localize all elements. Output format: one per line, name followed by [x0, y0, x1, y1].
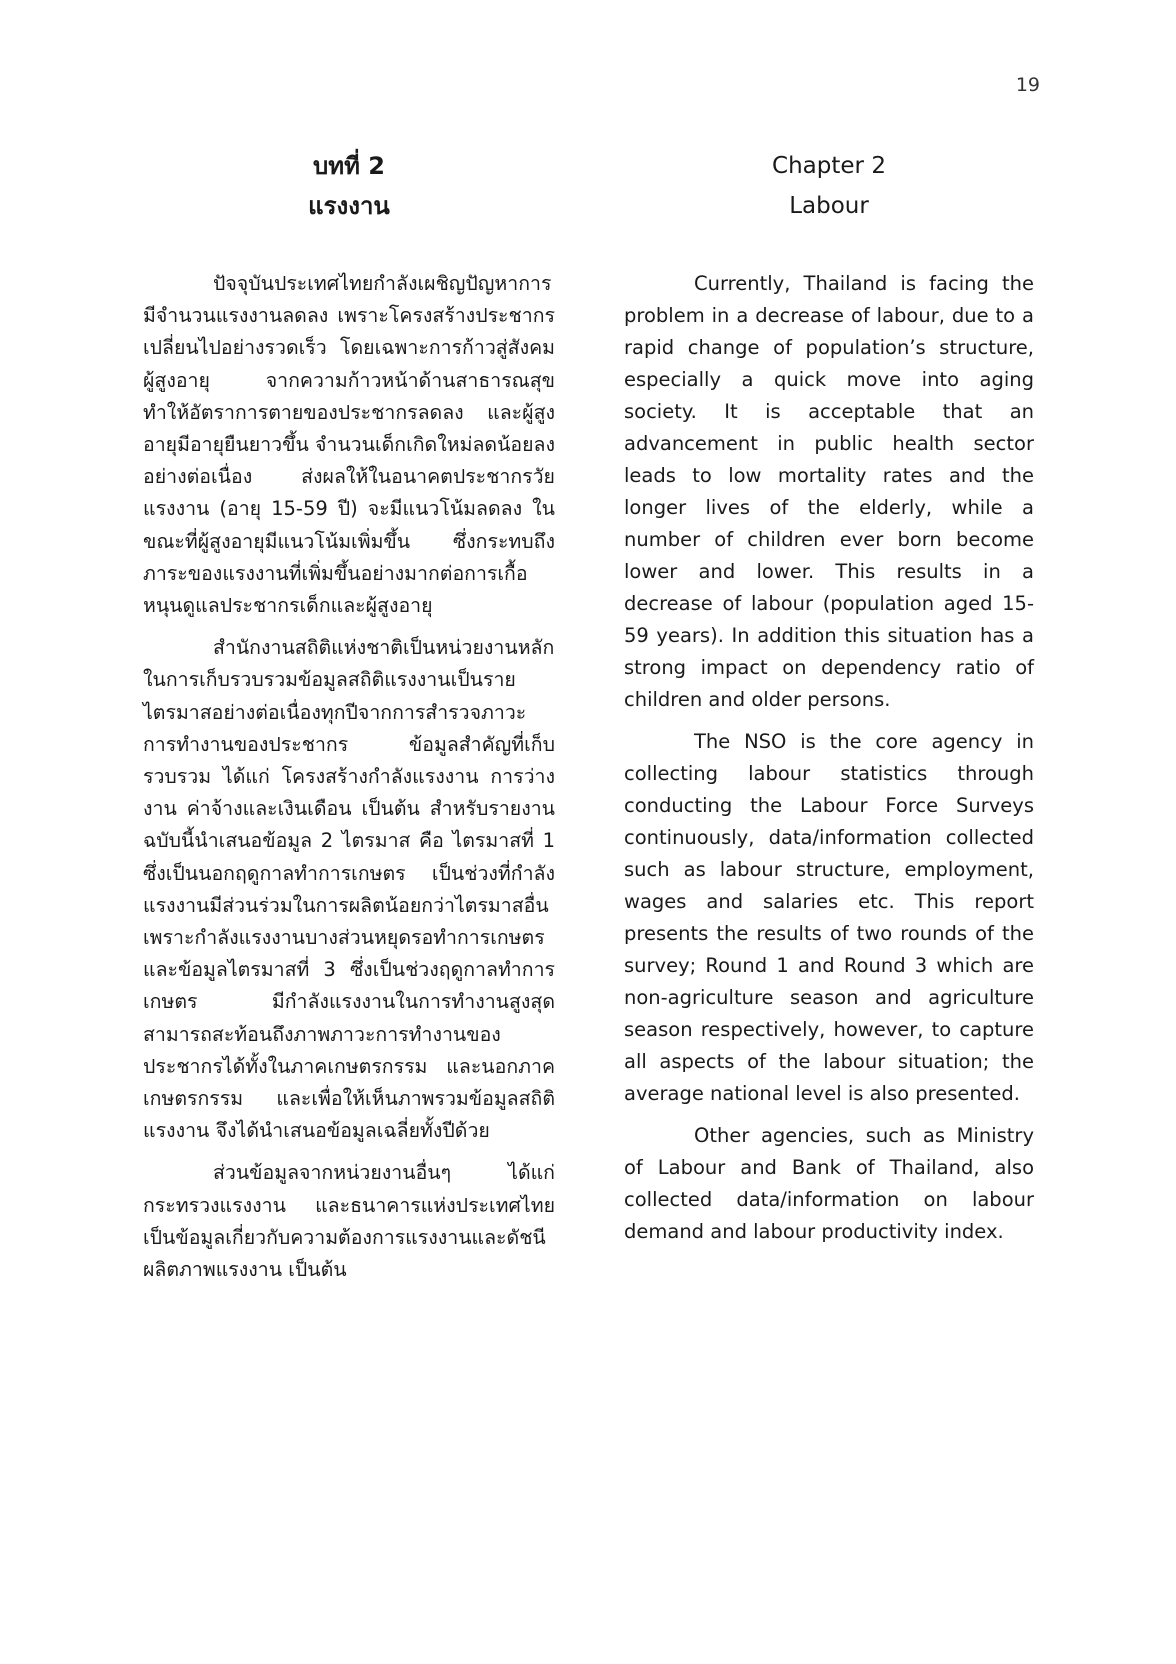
thai-heading — [143, 146, 555, 226]
english-heading — [624, 146, 1034, 226]
english-paragraph-3: Other agencies, such as Ministry of Labour and Bank of Thailand, also collected data/information on labour demand and labour productivity index. — [624, 1124, 1034, 1243]
page-number: 19 — [1015, 74, 1040, 96]
thai-paragraph-1: ปัจจุบันประเทศไทยกำลังเผชิญปัญหาการมีจำนวนแรงงานลดลง เพราะโครงสร้างประชากรเปลี่ยนไปอย่างรวดเร็ว โดยเฉพาะการก้าวสู่สังคมผู้สูงอายุ จากความก้าวหน้าด้านสาธารณสุข ทำให้อัตราการตายของประชากรลดลง และผู้สูงอายุมีอายุยืนยาวขึ้น จำนวนเด็กเกิดใหม่ลดน้อยลงอย่างต่อเนื่อง ส่งผลให้ในอนาคตประชากรวัยแรงงาน (อายุ 15-59 ปี) จะมีแนวโน้มลดลง ในขณะที่ผู้สูงอายุมีแนวโน้มเพิ่มขึ้น ซึ่งกระทบถึงภาระของแรงงานที่เพิ่มขึ้นอย่างมากต่อการเกื้อหนุนดูแลประชากรเด็กและผู้สูงอายุ — [143, 272, 556, 618]
thai-paragraph-3: ส่วนข้อมูลจากหน่วยงานอื่นๆ ได้แก่ กระทรวงแรงงาน และธนาคารแห่งประเทศไทย เป็นข้อมูลเกี่ยวกับความต้องการแรงงานและดัชนีผลิตภาพแรงงาน เป็นต้น — [143, 1161, 555, 1282]
english-chapter-number: Chapter 2 — [772, 153, 886, 179]
thai-column — [143, 146, 555, 1296]
english-paragraph-1: Currently, Thailand is facing the problem in a decrease of labour, due to a rapid change of population’s structure, especially a quick move into aging society. It is acceptable that an advancement in public health sector leads to low mortality rates and the longer lives of the elderly, while a number of children ever born become lower and lower. This results in a decrease of labour (population aged 15-59 years). In addition this situation has a strong impact on dependency ratio of children and older persons. — [624, 272, 1034, 711]
thai-chapter-number: บทที่ 2 — [313, 152, 385, 180]
thai-paragraph-2: สำนักงานสถิติแห่งชาติเป็นหน่วยงานหลักในการเก็บรวบรวมข้อมูลสถิติแรงงานเป็นรายไตรมาสอย่างต่อเนื่องทุกปีจากการสำรวจภาวะการทำงานของประชากร ข้อมูลสำคัญที่เก็บรวบรวม ได้แก่ โครงสร้างกำลังแรงงาน การว่างงาน ค่าจ้างและเงินเดือน เป็นต้น สำหรับรายงานฉบับนี้นำเสนอข้อมูล 2 ไตรมาส คือ ไตรมาสที่ 1 ซึ่งเป็นนอกฤดูกาลทำการเกษตร เป็นช่วงที่กำลังแรงงานมีส่วนร่วมในการผลิตน้อยกว่าไตรมาสอื่นเพราะกำลังแรงงานบางส่วนหยุดรอทำการเกษตร และข้อมูลไตรมาสที่ 3 ซึ่งเป็นช่วงฤดูกาลทำการเกษตร มีกำลังแรงงานในการทำงานสูงสุด สามารถสะท้อนถึงภาพภาวะการทำงานของประชากรได้ทั้งในภาคเกษตรกรรม และนอกภาคเกษตรกรรม และเพื่อให้เห็นภาพรวมข้อมูลสถิติแรงงาน จึงได้นำเสนอข้อมูลเฉลี่ยทั้งปีด้วย — [143, 636, 555, 1143]
english-paragraph-2: The NSO is the core agency in collecting labour statistics through conducting the Labour Force Surveys continuously, data/information collected such as labour structure, employment, wages and salaries etc. This report presents the results of two rounds of the survey; Round 1 and Round 3 which are non-agriculture season and agriculture season respectively, however, to capture all aspects of the labour situation; the average national level is also presented. — [624, 730, 1034, 1105]
english-chapter-title: Labour — [789, 193, 869, 219]
thai-chapter-title: แรงงาน — [308, 192, 390, 220]
english-column — [624, 146, 1034, 1258]
